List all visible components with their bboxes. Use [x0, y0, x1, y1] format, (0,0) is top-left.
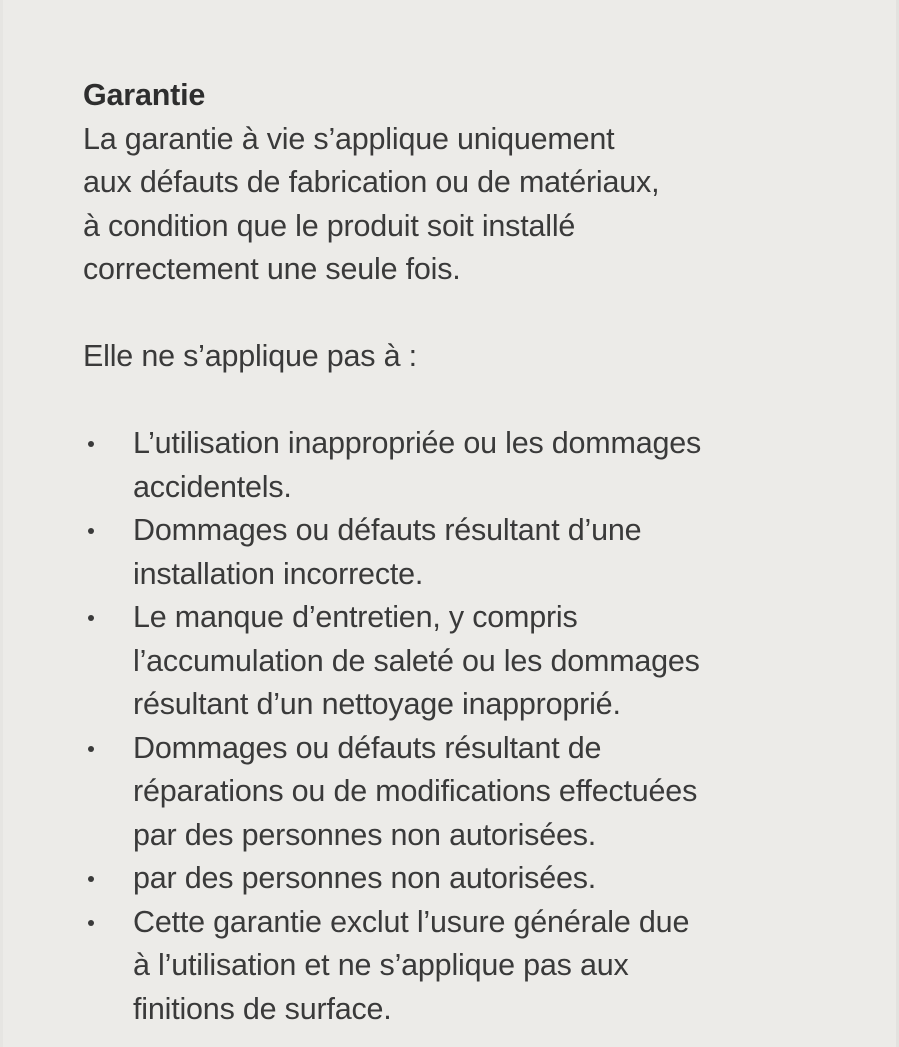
exclusion-line: à l’utilisation et ne s’applique pas aux	[133, 948, 629, 982]
exclusion-item	[83, 422, 843, 509]
exclusion-line: accidentels.	[133, 469, 292, 504]
exclusions-lead: Elle ne s’applique pas à :	[83, 338, 417, 373]
exclusion-line: par des personnes non autorisées.	[133, 817, 597, 852]
exclusion-line: résultant d’un nettoyage inapproprié.	[133, 687, 621, 721]
exclusion-item	[83, 901, 843, 1032]
exclusion-item	[83, 857, 843, 901]
bullet-icon	[88, 920, 94, 926]
exclusion-line: réparations ou de modifications effectuées	[133, 774, 698, 808]
intro-line: correctement une seule fois.	[83, 252, 461, 286]
intro-line: La garantie à vie s’applique uniquement	[83, 121, 615, 156]
intro-line: aux défauts de fabrication ou de matériaux,	[83, 165, 660, 199]
exclusion-line: Le manque d’entretien, y compris	[133, 600, 578, 634]
exclusion-item	[83, 509, 843, 596]
intro-line: à condition que le produit soit installé	[83, 208, 576, 243]
bullet-icon	[88, 528, 94, 534]
exclusion-line: installation incorrecte.	[133, 556, 424, 591]
exclusion-line: Dommages ou défauts résultant de	[133, 730, 602, 765]
exclusions-list	[83, 422, 843, 1031]
exclusion-line: Cette garantie exclut l’usure générale due	[133, 904, 690, 939]
warranty-intro	[83, 118, 843, 292]
bullet-icon	[88, 876, 94, 882]
exclusion-line: L’utilisation inappropriée ou les dommages	[133, 426, 702, 460]
exclusion-item	[83, 727, 843, 858]
bullet-icon	[88, 746, 94, 752]
warranty-title: Garantie	[83, 78, 206, 112]
bullet-icon	[88, 441, 94, 447]
exclusion-line: par des personnes non autorisées.	[133, 861, 597, 895]
warranty-section	[83, 74, 843, 1031]
exclusion-line: l’accumulation de saleté ou les dommages	[133, 643, 700, 678]
bullet-icon	[88, 615, 94, 621]
exclusion-item	[83, 596, 843, 727]
exclusion-line: Dommages ou défauts résultant d’une	[133, 513, 642, 547]
exclusion-line: finitions de surface.	[133, 991, 392, 1026]
